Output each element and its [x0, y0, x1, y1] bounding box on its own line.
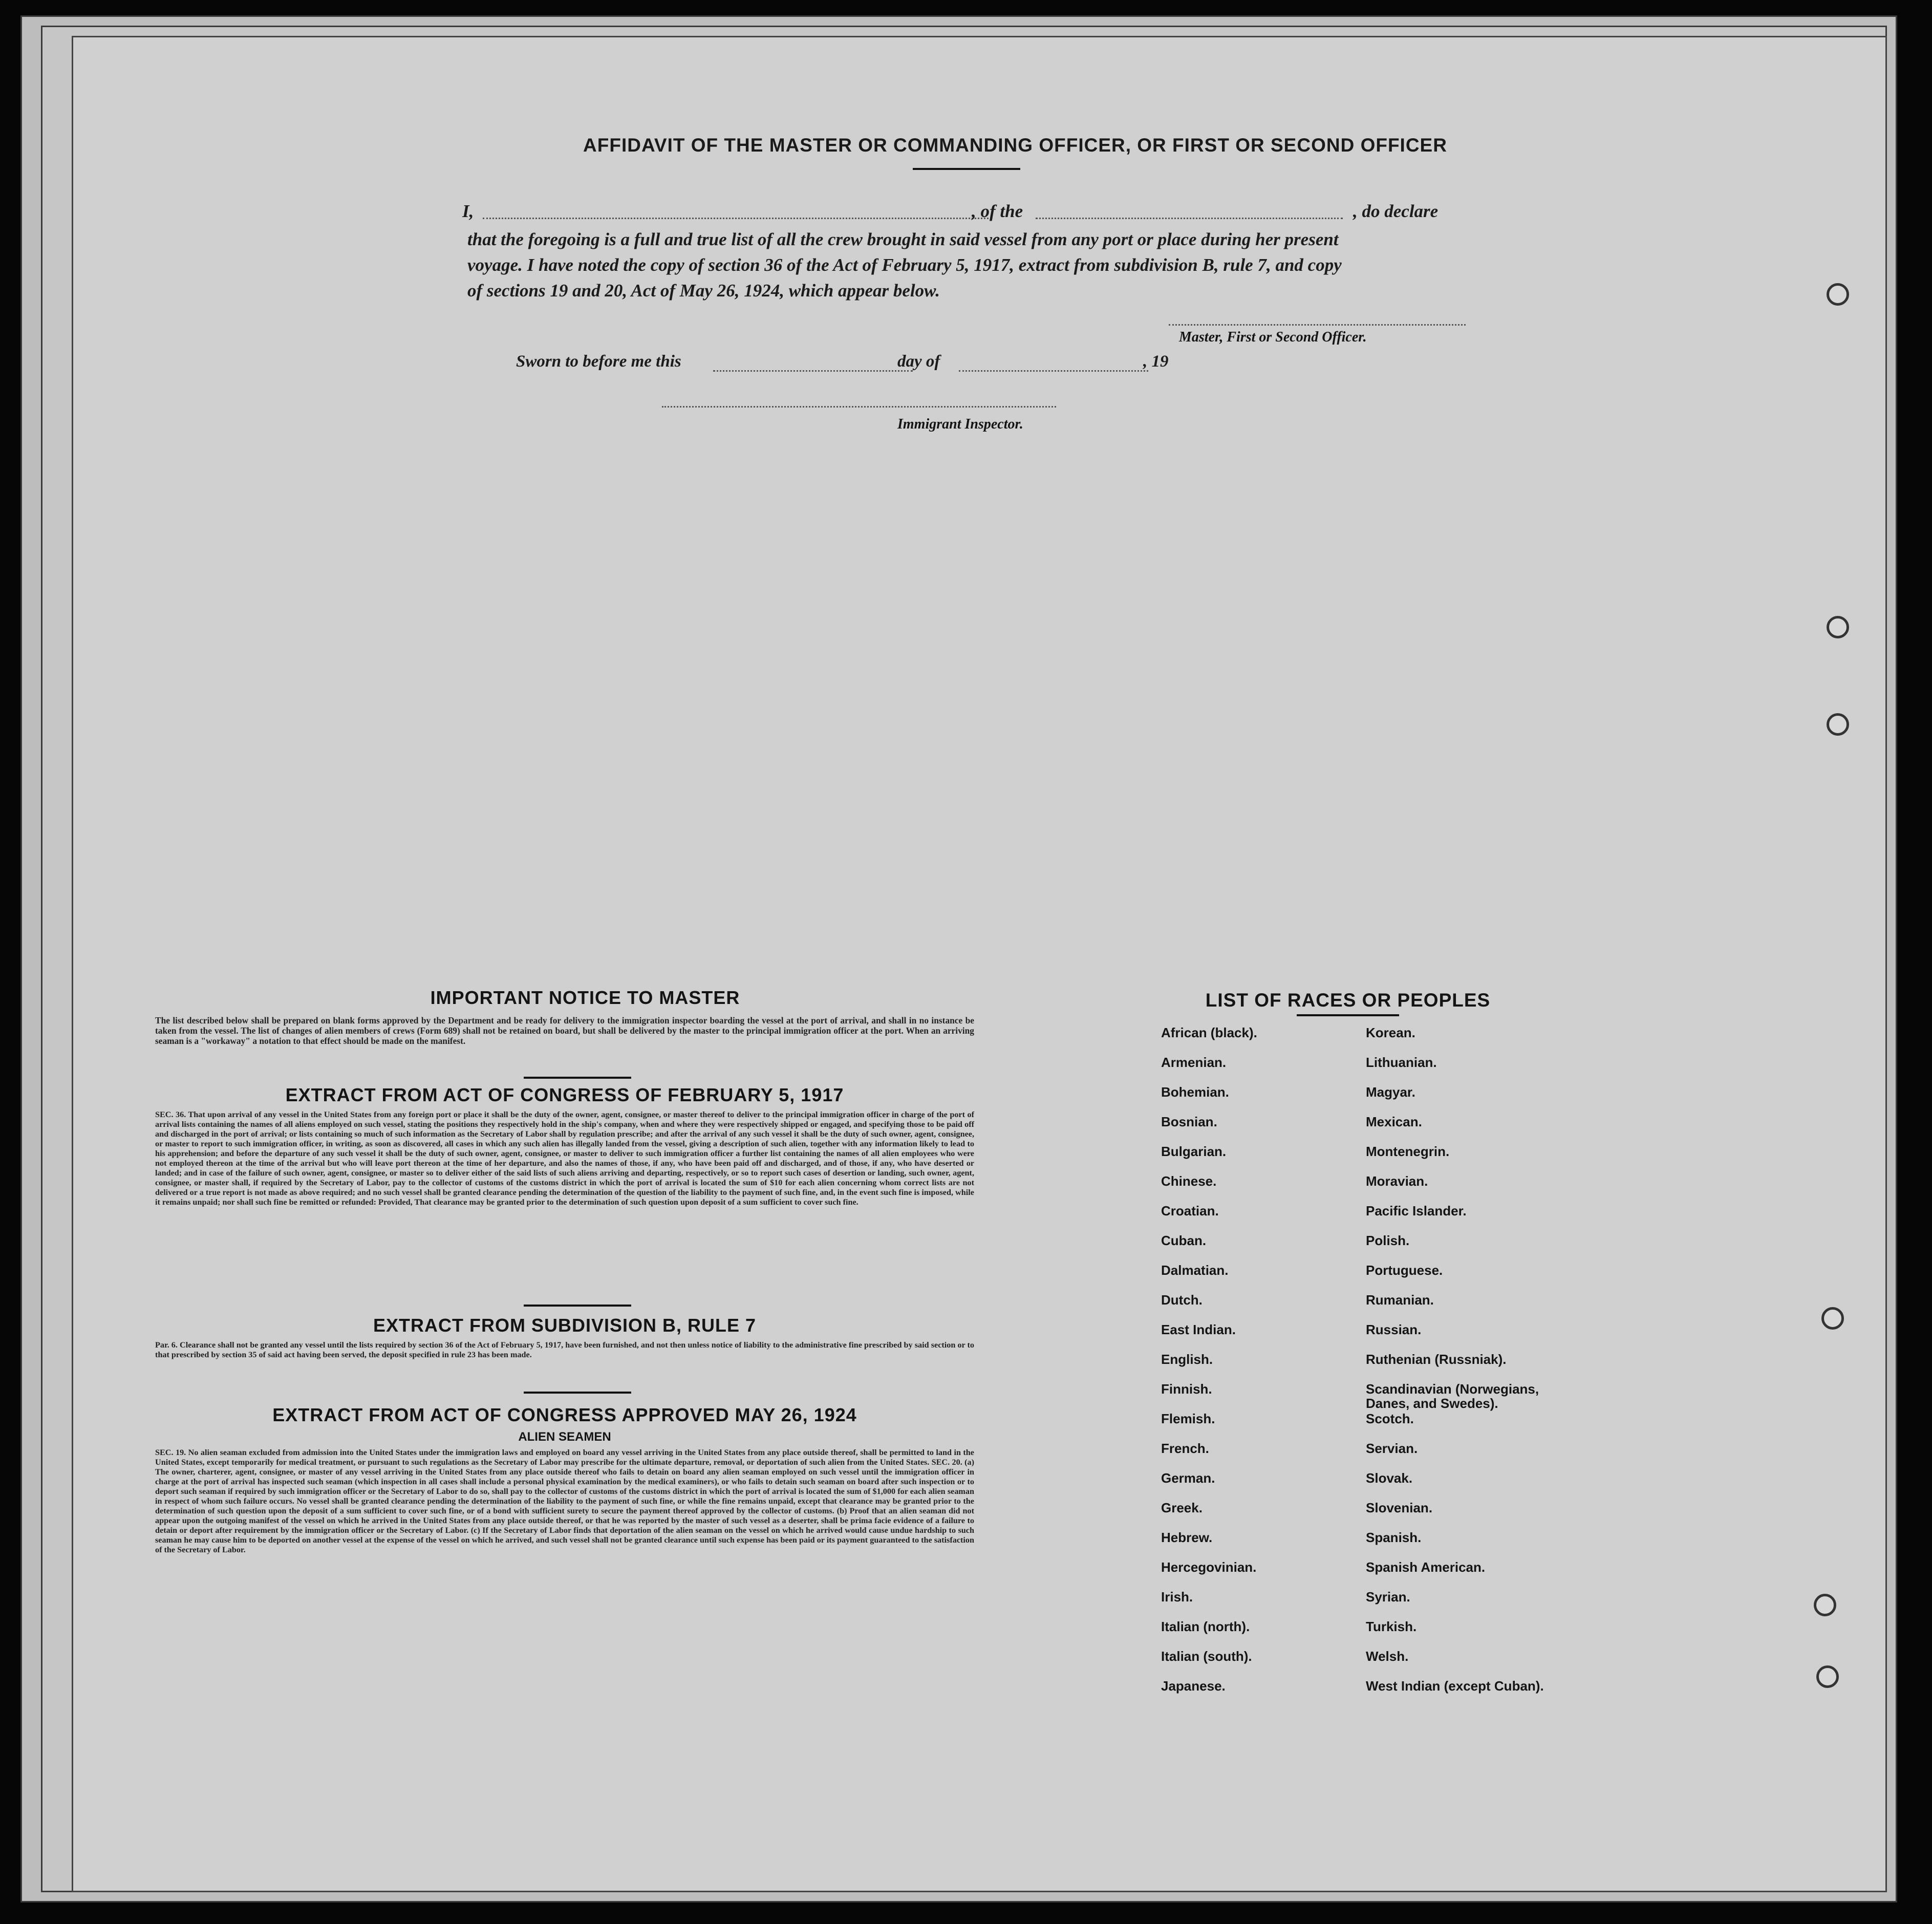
race-item: Slovenian.	[1366, 1500, 1433, 1515]
races-column-1	[1161, 1025, 1356, 1708]
document-page	[72, 36, 1887, 1892]
race-item: Italian (north).	[1161, 1619, 1250, 1634]
race-item: Lithuanian.	[1366, 1055, 1437, 1070]
race-item: Bohemian.	[1161, 1084, 1229, 1100]
race-item: German.	[1161, 1470, 1215, 1486]
races-title: LIST OF RACES OR PEOPLES	[1205, 990, 1491, 1011]
section-rule	[524, 1392, 631, 1394]
race-item: Polish.	[1366, 1233, 1410, 1248]
inspector-label: Immigrant Inspector.	[897, 416, 1023, 432]
affidavit-line1-start: I,	[462, 201, 474, 221]
race-item: Scandinavian (Norwegians, Danes, and Swedes).	[1366, 1381, 1539, 1411]
race-item: Armenian.	[1161, 1055, 1227, 1070]
race-item: Cuban.	[1161, 1233, 1207, 1248]
extract-1917-title: EXTRACT FROM ACT OF CONGRESS OF FEBRUARY 5, 1917	[285, 1084, 844, 1105]
race-item: Irish.	[1161, 1589, 1193, 1605]
race-item: East Indian.	[1161, 1322, 1236, 1337]
race-item: African (black).	[1161, 1025, 1257, 1040]
affidavit-line2: that the foregoing is a full and true list of all the crew brought in said vessel from any port or place during her present	[467, 229, 1339, 249]
section-rule	[524, 1305, 631, 1307]
extract-1924-title: EXTRACT FROM ACT OF CONGRESS APPROVED MAY 26, 1924	[272, 1404, 857, 1425]
race-item: Portuguese.	[1366, 1263, 1443, 1278]
race-item: Hercegovinian.	[1161, 1559, 1257, 1575]
race-item: French.	[1161, 1441, 1209, 1456]
race-item: Bulgarian.	[1161, 1144, 1227, 1159]
punch-hole	[1821, 1307, 1844, 1330]
race-item: Magyar.	[1366, 1084, 1415, 1100]
race-item: Croatian.	[1161, 1203, 1219, 1218]
race-item: Finnish.	[1161, 1381, 1212, 1397]
notice-title: IMPORTANT NOTICE TO MASTER	[430, 987, 740, 1008]
punch-hole	[1816, 1665, 1839, 1688]
sworn-month-blank	[959, 370, 1148, 372]
race-item: Italian (south).	[1161, 1649, 1252, 1664]
race-item: Dalmatian.	[1161, 1263, 1229, 1278]
rule7-body: Par. 6. Clearance shall not be granted any vessel until the lists required by section 36 of the Act of February 5, 1917, have been furnished, and not then unless notice of liability to the administrative fine prescribed by said section or to that prescribed by section 35 of said act having been served, the deposit specified in rule 23 has been made.	[155, 1340, 974, 1359]
race-item: Flemish.	[1161, 1411, 1215, 1426]
punch-hole	[1827, 616, 1849, 638]
race-item: Welsh.	[1366, 1649, 1409, 1664]
punch-hole	[1827, 283, 1849, 306]
race-item: Servian.	[1366, 1441, 1418, 1456]
race-item: Spanish American.	[1366, 1559, 1486, 1575]
sworn-day-label: day of	[897, 352, 940, 371]
race-item: Dutch.	[1161, 1292, 1203, 1308]
race-item: Montenegrin.	[1366, 1144, 1450, 1159]
affidavit-line1-end: , do declare	[1353, 201, 1439, 221]
race-item: Ruthenian (Russniak).	[1366, 1352, 1507, 1367]
race-item: Korean.	[1366, 1025, 1415, 1040]
punch-hole	[1827, 713, 1849, 736]
master-signature-line	[1169, 324, 1466, 326]
affidavit-line4: of sections 19 and 20, Act of May 26, 1924, which appear below.	[467, 281, 940, 301]
race-item: Russian.	[1366, 1322, 1422, 1337]
extract-1924-subtitle: ALIEN SEAMEN	[518, 1430, 611, 1444]
sworn-text: Sworn to before me this	[516, 352, 681, 371]
race-item: Greek.	[1161, 1500, 1203, 1515]
affidavit-line1-mid: , of the	[972, 201, 1023, 221]
inspector-signature-line	[662, 406, 1056, 408]
master-label: Master, First or Second Officer.	[1179, 329, 1367, 345]
extract-1917-body: SEC. 36. That upon arrival of any vessel in the United States from any foreign port or place it shall be the duty of the owner, agent, consignee, or master thereof to deliver to the principal immigration officer in charge of the port of arrival lists containing the names of all aliens employed on such vessel, stating the positions they respectively hold in the ship's company, when and where they were respectively shipped or engaged, and specifying those to be paid off and discharged in the port of arrival; or lists containing so much of such information as the Secretary of Labor shall by regulation prescribe; and after the arrival of any such vessel it shall be the duty of such owner, agent, consignee, or master to report to such immigration officer, in writing, as soon as discovered, all cases in which any such alien has illegally landed from the vessel, giving a description of such alien, together with any information likely to lead to his apprehension; and before the departure of any such vessel it shall be the duty of such owner, agent, consignee, or master to deliver to such immigration officer a further list containing the names of all alien employees who were not employed thereon at the time of the arrival but who will leave port thereon at the time of her departure, and also the names of those, if any, who have been paid off and discharged, and of those, if any, who have deserted or landed; and in case of the failure of such owner, agent, consignee, or master so to deliver either of the said lists of such aliens arriving and departing, respectively, or so to report such cases of desertion or landing, such owner, agent, consignee, or master shall, if required by the Secretary of Labor, pay to the collector of customs of the customs district in which the port of arrival is located the sum of $10 for each alien concerning whom correct lists are not delivered or a true report is not made as above required; and no such vessel shall be granted clearance pending the determination of the question of the liability to the payment of such fine, and, in the event such fine is imposed, while it remains unpaid; nor shall such fine be remitted or refunded: Provided, That clearance may be granted prior to the determination of such question upon deposit of a sum sufficient to cover such fine.	[155, 1110, 974, 1207]
race-item: Syrian.	[1366, 1589, 1410, 1605]
name-blank	[483, 218, 992, 219]
race-item: Slovak.	[1366, 1470, 1413, 1486]
race-item: Turkish.	[1366, 1619, 1417, 1634]
races-column-2	[1366, 1025, 1586, 1708]
race-item: Bosnian.	[1161, 1114, 1217, 1129]
section-rule	[524, 1077, 631, 1079]
race-item: Rumanian.	[1366, 1292, 1434, 1308]
vessel-blank	[1036, 218, 1343, 219]
sworn-day-blank	[713, 370, 913, 372]
title-underline	[913, 168, 1020, 170]
race-item: Japanese.	[1161, 1678, 1226, 1694]
race-item: Scotch.	[1366, 1411, 1414, 1426]
extract-1924-body: SEC. 19. No alien seaman excluded from admission into the United States under the immigration laws and employed on board any vessel arriving in the United States from any place outside thereof, shall be permitted to land in the United States, except temporarily for medical treatment, or pursuant to such regulations as the Secretary of Labor may prescribe for the ultimate departure, removal, or deportation of such alien from the United States. SEC. 20. (a) The owner, charterer, agent, consignee, or master of any vessel arriving in the United States from any place outside thereof who fails to detain on board any alien seaman employed on such vessel until the immigration officer in charge at the port of arrival has inspected such seaman (which inspection in all cases shall include a personal physical examination by the medical examiners), or who fails to detain such seaman on board after such inspection or to deport such seaman if required by such immigration officer or the Secretary of Labor to do so, shall pay to the collector of customs of the customs district in which the port of arrival is located the sum of $1,000 for each alien seaman in respect of whom such failure occurs. No vessel shall be granted clearance pending the determination of the liability to the payment of such fine, or while the fine remains unpaid, except that clearance may be granted prior to the determination of such question upon the deposit of a sum sufficient to cover such fine, or of a bond with sufficient surety to secure the payment thereof approved by the collector of customs. (b) Proof that an alien seaman did not appear upon the outgoing manifest of the vessel on which he arrived in the United States from any place outside thereof, or that he was reported by the master of such vessel as a deserter, shall be prima facie evidence of a failure to detain or deport after requirement by the immigration officer or the Secretary of Labor. (c) If the Secretary of Labor finds that deportation of the alien seaman on the vessel on which he arrived would cause undue hardship to such seaman he may cause him to be deported on another vessel at the expense of the vessel on which he arrived, and such vessel shall not be granted clearance until such expense has been paid or its payment guaranteed to the satisfaction of the Secretary of Labor.	[155, 1448, 974, 1554]
affidavit-title: AFFIDAVIT OF THE MASTER OR COMMANDING OFFICER, OR FIRST OR SECOND OFFICER	[583, 135, 1447, 156]
sworn-year-label: , 19	[1143, 352, 1169, 371]
race-item: English.	[1161, 1352, 1213, 1367]
race-item: Moravian.	[1366, 1173, 1428, 1189]
race-item: Hebrew.	[1161, 1530, 1213, 1545]
affidavit-line3: voyage. I have noted the copy of section 36 of the Act of February 5, 1917, extract from subdivision B, rule 7, and copy	[467, 255, 1342, 275]
race-item: Spanish.	[1366, 1530, 1422, 1545]
race-item: West Indian (except Cuban).	[1366, 1678, 1544, 1694]
rule7-title: EXTRACT FROM SUBDIVISION B, RULE 7	[373, 1315, 757, 1336]
race-item: Pacific Islander.	[1366, 1203, 1467, 1218]
race-item: Mexican.	[1366, 1114, 1422, 1129]
races-title-underline	[1297, 1014, 1399, 1016]
race-item: Chinese.	[1161, 1173, 1217, 1189]
notice-body: The list described below shall be prepared on blank forms approved by the Department and be ready for delivery to the immigration inspector boarding the vessel at the port of arrival, and shall in no instance be taken from the vessel. The list of changes of alien members of crews (Form 689) shall not be retained on board, but shall be delivered by the master to the principal immigration officer at the port. When an arriving seaman is a "workaway" a notation to that effect should be made on the manifest.	[155, 1015, 974, 1046]
punch-hole	[1814, 1594, 1836, 1616]
